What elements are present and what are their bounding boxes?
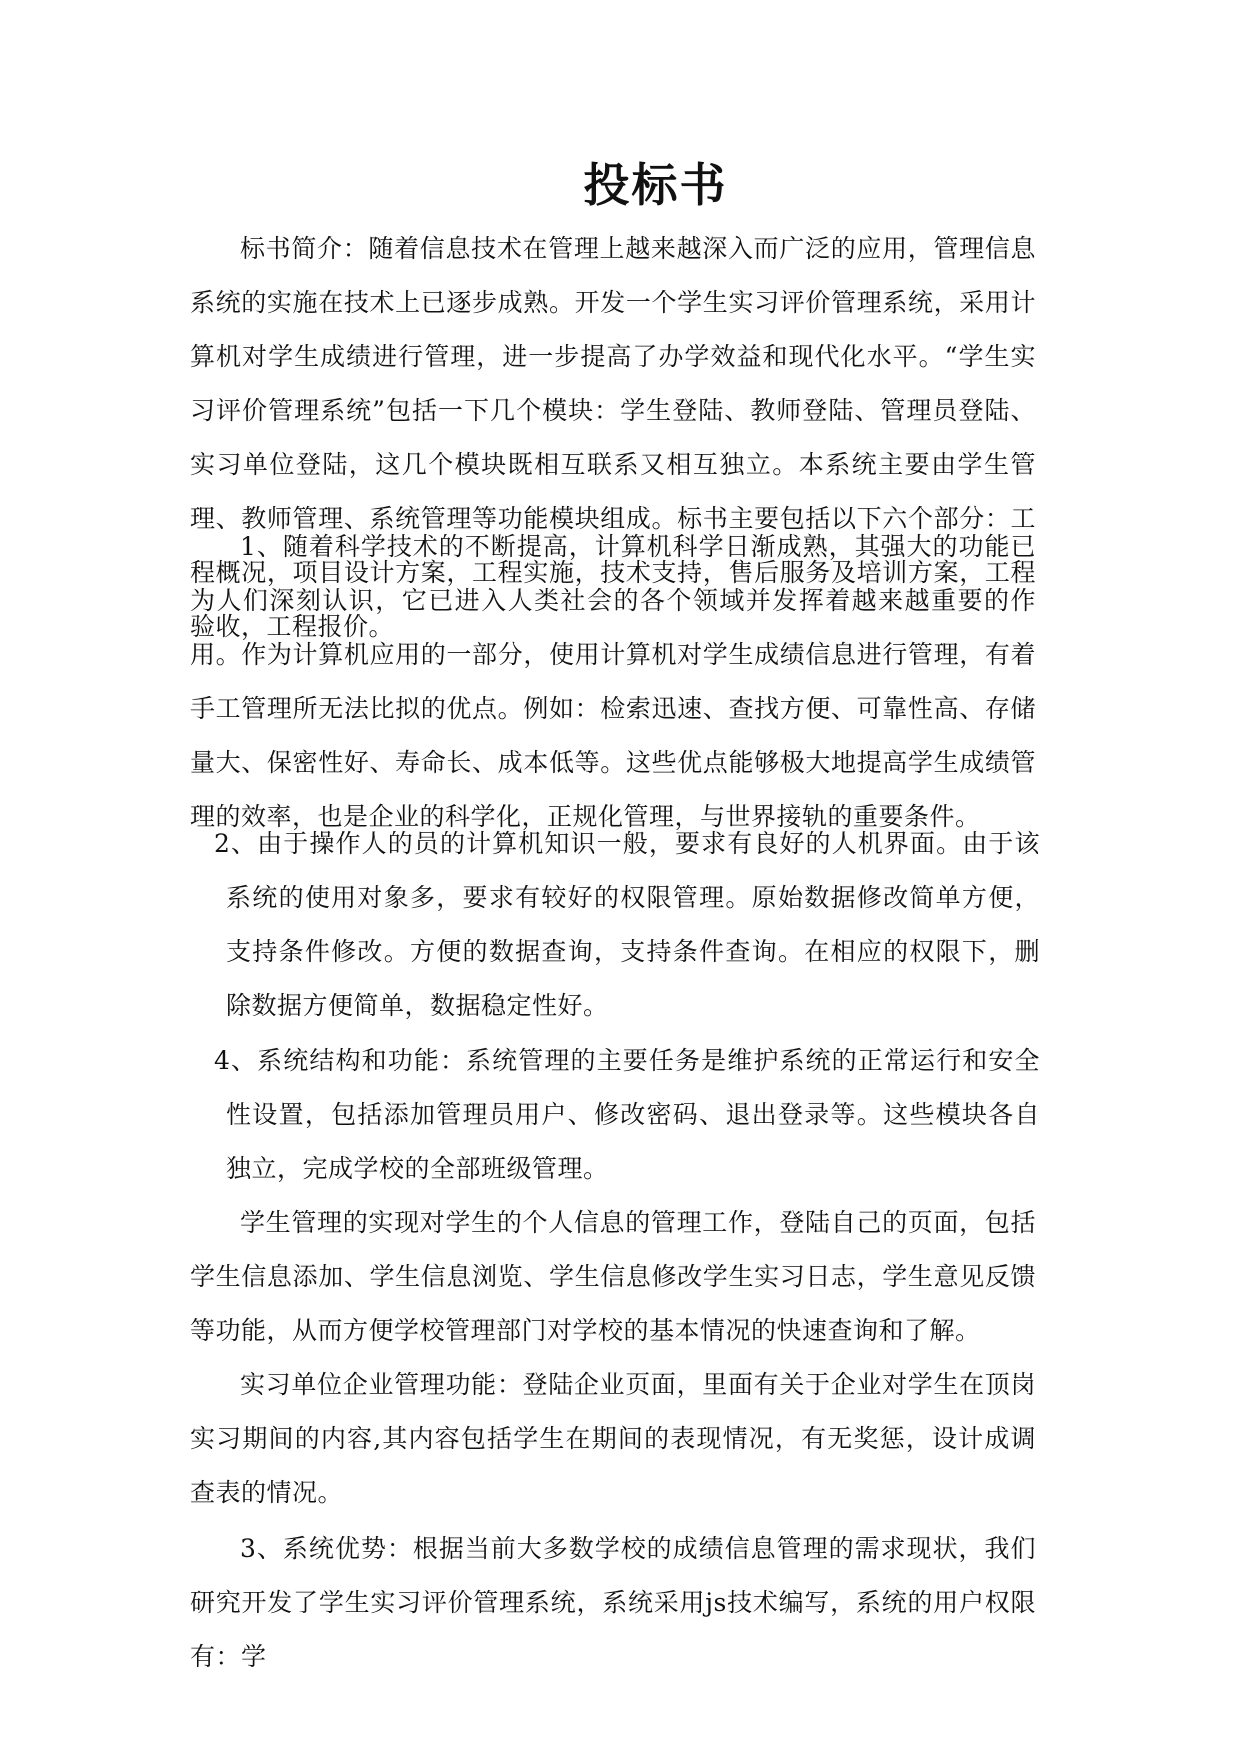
paragraph-section-1: 1、随着科学技术的不断提高，计算机科学日渐成熟，其强大的功能已为人们深刻认识，它已进入人类社会的各个领域并发挥着越来越重要的作用。作为计算机应用的一部分，使用计算机对学生成绩信息进行管理，有着手工管理所无法比拟的优点。例如：检索迅速、查找方便、可靠性高、存储量大、保密性好、寿命长、成本低等。这些优点能够极大地提高学生成绩管理的效率，也是企业的科学化，正规化管理，与世界接轨的重要条件。 (190, 532, 1036, 831)
paragraph-section-4: 4、系统结构和功能：系统管理的主要任务是维护系统的正常运行和安全性设置，包括添加管理员用户、修改密码、退出登录等。这些模块各自独立，完成学校的全部班级管理。 (214, 1046, 1040, 1183)
paragraph-section-2: 2、由于操作人的员的计算机知识一般，要求有良好的人机界面。由于该系统的使用对象多，要求有较好的权限管理。原始数据修改简单方便，支持条件修改。方便的数据查询，支持条件查询。在相应的权限下，删除数据方便简单，数据稳定性好。 (214, 829, 1040, 1020)
paragraph-section-3: 3、系统优势：根据当前大多数学校的成绩信息管理的需求现状，我们研究开发了学生实习评价管理系统，系统采用js技术编写，系统的用户权限有：学 (190, 1534, 1036, 1671)
paragraph-student-management: 学生管理的实现对学生的个人信息的管理工作，登陆自己的页面，包括学生信息添加、学生信息浏览、学生信息修改学生实习日志，学生意见反馈等功能，从而方便学校管理部门对学校的基本情况的快速查询和了解。 (190, 1208, 1036, 1345)
document-title: 投标书 (583, 158, 728, 212)
paragraph-intro: 标书简介：随着信息技术在管理上越来越深入而广泛的应用，管理信息系统的实施在技术上已逐步成熟。开发一个学生实习评价管理系统，采用计算机对学生成绩进行管理，进一步提高了办学效益和现代化水平。“学生实习评价管理系统”包括一下几个模块：学生登陆、教师登陆、管理员登陆、实习单位登陆，这几个模块既相互联系又相互独立。本系统主要由学生管理、教师管理、系统管理等功能模块组成。标书主要包括以下六个部分：工程概况，项目设计方案，工程实施，技术支持，售后服务及培训方案，工程验收，工程报价。 (190, 234, 1036, 641)
paragraph-enterprise-management: 实习单位企业管理功能：登陆企业页面，里面有关于企业对学生在顶岗实习期间的内容,其内容包括学生在期间的表现情况，有无奖惩，设计成调查表的情况。 (190, 1370, 1036, 1507)
